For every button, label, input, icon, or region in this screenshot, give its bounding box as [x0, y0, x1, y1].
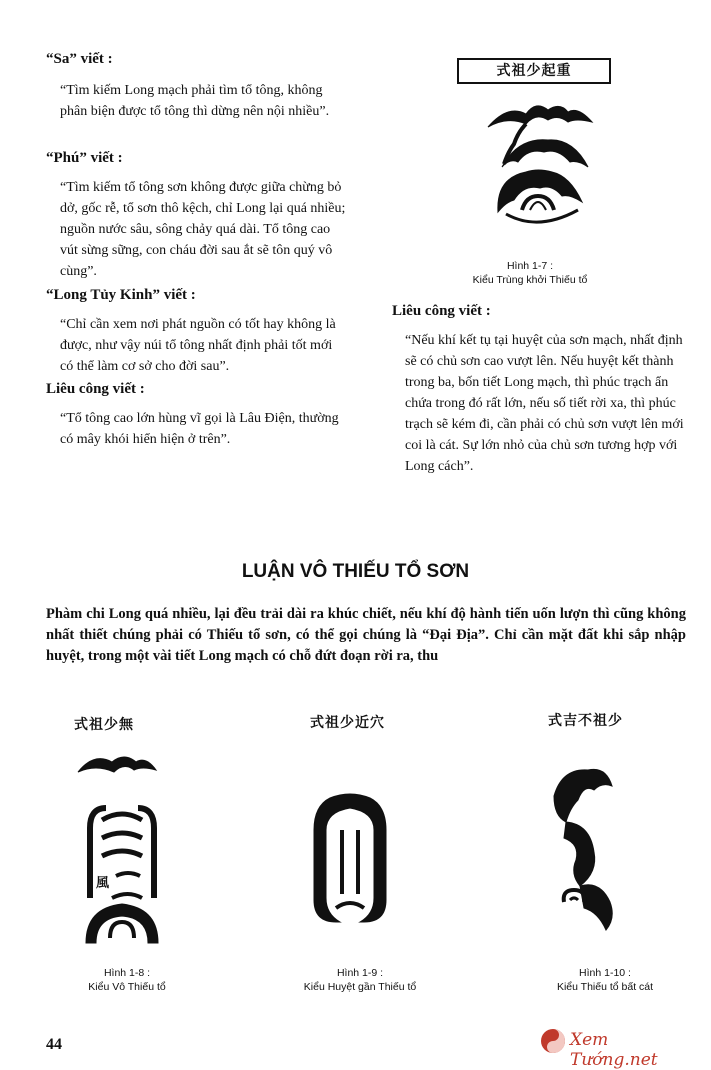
- fig9-mountain-drawing: [300, 790, 400, 930]
- fig8-caption-title: Kiểu Vô Thiếu tổ: [88, 981, 166, 993]
- fig9-caption-title: Kiểu Huyệt gần Thiếu tổ: [303, 981, 417, 993]
- fig7-caption-title: Kiểu Trùng khởi Thiếu tổ: [472, 274, 588, 286]
- phu-heading: “Phú” viết :: [46, 150, 123, 166]
- fig10-caption-title: Kiểu Thiếu tổ bất cát: [556, 981, 654, 993]
- lieu-cong-heading-right: Liêu công viết :: [392, 303, 491, 319]
- fig8-caption-number: Hình 1-8 :: [103, 967, 151, 979]
- fig7-mountain-drawing: [478, 92, 608, 242]
- body-paragraph: Phàm chi Long quá nhiều, lại đều trải dài ra khúc chiết, nếu khí độ hành tiến uốn lượn thì cũng không nhất thiết chúng phải có Thiếu tổ sơn, có thể gọi chúng là “Đại Địa”. Chỉ cần mặt đất khi sắp nhập huyệt, trong một vài tiết Long mạch có chỗ đứt đoạn rời ra, thu: [46, 606, 686, 664]
- phu-quote: “Tìm kiếm tổ tông sơn không được giữa chừng bỏ dở, gốc rễ, tổ sơn thô kệch, chỉ Long lại quá nhiều; nguồn nước sâu, sông chảy quá dài. Tổ tông cao vút sừng sững, con cháu đời sau ắt sẽ tôn quý vô cùng”.: [60, 180, 346, 279]
- page-number: 44: [46, 1036, 62, 1053]
- fig9-label: 式祖少近穴: [310, 715, 385, 731]
- fig8-side-mark: 風: [96, 876, 110, 891]
- watermark-text: Xem Tướng.net: [570, 1030, 658, 1070]
- lieu-cong-quote-right: “Nếu khí kết tụ tại huyệt của sơn mạch, nhất định sẽ có chủ sơn cao vượt lên. Nếu huyệt kết thành trong ba, bốn tiết Long mạch, thì phúc trạch ẩn chứa trong đó rất lớn, nếu số tiết rời xa, thì phúc trạch sẽ kém đi, cần phải có chủ sơn vượt lên mới coi là cát. Sự lớn nhỏ của chủ sơn tương hợp với Long cách”.: [405, 333, 684, 474]
- section-title: LUẬN VÔ THIẾU TỔ SƠN: [241, 561, 470, 582]
- fig7-label: 式祖少起重: [496, 63, 572, 79]
- long-tuy-kinh-heading: “Long Tủy Kinh” viết :: [46, 287, 196, 303]
- lieu-cong-heading-left: Liêu công viết :: [46, 381, 145, 397]
- fig8-mountain-drawing: [72, 748, 172, 953]
- lieu-cong-quote-left: “Tổ tông cao lớn hùng vĩ gọi là Lâu Điện, thường có mây khói hiển hiện ở trên”.: [60, 411, 339, 447]
- fig9-caption-number: Hình 1-9 :: [336, 967, 384, 979]
- long-tuy-kinh-quote: “Chỉ cần xem nơi phát nguồn có tốt hay không là được, như vậy núi tổ tông nhất định phải tốt mới có thể làm cơ sở cho đời sau”.: [60, 317, 336, 374]
- sa-quote: “Tìm kiếm Long mạch phải tìm tổ tông, không phân biện được tổ tông thì dừng nên nội nhiều”.: [60, 83, 330, 119]
- fig8-label: 式祖少無: [74, 717, 134, 733]
- sa-heading: “Sa” viết :: [46, 51, 113, 67]
- fig7-caption-number: Hình 1-7 :: [506, 260, 554, 272]
- fig10-caption-number: Hình 1-10 :: [579, 967, 631, 979]
- fig10-mountain-drawing: [540, 762, 640, 932]
- fig10-label: 式吉不祖少: [548, 713, 623, 729]
- yin-yang-icon: [540, 1028, 566, 1054]
- watermark: [540, 1024, 700, 1070]
- fig7-label-box: [457, 58, 611, 84]
